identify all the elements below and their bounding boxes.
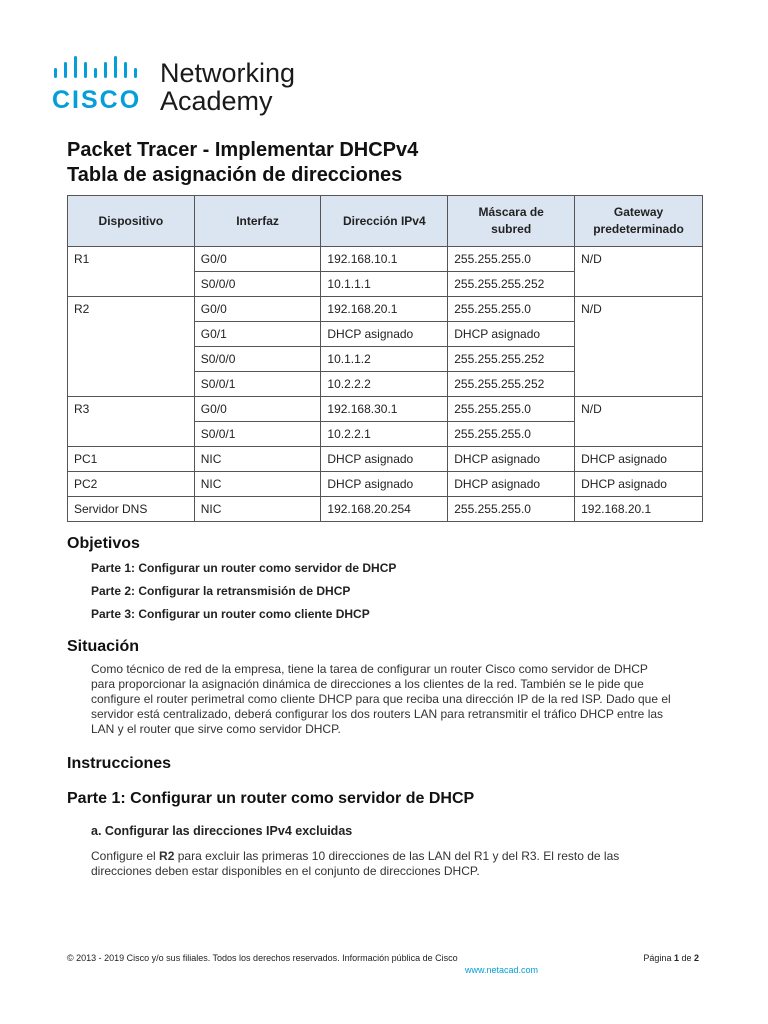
ip-cell: 192.168.20.1 xyxy=(321,297,448,322)
table-row xyxy=(68,472,703,497)
mask-cell: 255.255.255.252 xyxy=(448,347,575,372)
mask-cell: 255.255.255.0 xyxy=(448,422,575,447)
interface-cell: G0/0 xyxy=(194,397,321,422)
cisco-wordmark: CISCO xyxy=(52,86,142,114)
interface-cell: NIC xyxy=(194,497,321,522)
ip-cell: 10.1.1.1 xyxy=(321,272,448,297)
device-cell: PC2 xyxy=(68,472,195,497)
header-mask: Máscara de subred xyxy=(448,196,575,247)
cisco-bridge-icon xyxy=(52,56,152,82)
table-header-row xyxy=(68,196,703,247)
table-row xyxy=(68,397,703,422)
mask-cell: 255.255.255.252 xyxy=(448,272,575,297)
device-cell: R1 xyxy=(68,247,195,297)
page-number: Página 1 de 2 xyxy=(643,953,699,963)
mask-cell: 255.255.255.0 xyxy=(448,397,575,422)
gateway-cell: 192.168.20.1 xyxy=(575,497,703,522)
gateway-cell: DHCP asignado xyxy=(575,472,703,497)
device-cell: Servidor DNS xyxy=(68,497,195,522)
device-cell: R3 xyxy=(68,397,195,447)
interface-cell: G0/1 xyxy=(194,322,321,347)
table-row xyxy=(68,447,703,472)
ip-cell: DHCP asignado xyxy=(321,322,448,347)
gateway-cell: N/D xyxy=(575,297,703,397)
interface-cell: NIC xyxy=(194,472,321,497)
situacion-heading: Situación xyxy=(67,638,140,655)
interface-cell: S0/0/1 xyxy=(194,372,321,397)
cisco-networking-academy-logo xyxy=(52,56,312,118)
header-gateway: Gateway predeterminado xyxy=(575,196,703,247)
gateway-cell: DHCP asignado xyxy=(575,447,703,472)
mask-cell: DHCP asignado xyxy=(448,447,575,472)
mask-cell: 255.255.255.0 xyxy=(448,297,575,322)
header-interface: Interfaz xyxy=(194,196,321,247)
mask-cell: 255.255.255.0 xyxy=(448,247,575,272)
interface-cell: S0/0/0 xyxy=(194,272,321,297)
netacad-link[interactable]: www.netacad.com xyxy=(465,965,539,975)
header-ipv4: Dirección IPv4 xyxy=(321,196,448,247)
table-row xyxy=(68,497,703,522)
interface-cell: G0/0 xyxy=(194,297,321,322)
device-cell: R2 xyxy=(68,297,195,397)
ip-cell: 192.168.10.1 xyxy=(321,247,448,272)
ip-cell: DHCP asignado xyxy=(321,472,448,497)
brand-networking: Networking xyxy=(160,58,296,88)
objetivos-heading: Objetivos xyxy=(67,535,140,552)
part1-heading: Parte 1: Configurar un router como servidor de DHCP xyxy=(67,790,475,807)
header-device: Dispositivo xyxy=(68,196,195,247)
table-row xyxy=(68,297,703,322)
situacion-paragraph: Como técnico de red de la empresa, tiene la tarea de configurar un router Cisco como servidor de DHCP para proporcionar la asignación dinámica de direcciones a los clientes de la red. También se le pide que configure el router perimetral como cliente DHCP para que reciba una dirección IP de la red ISP. Dado que el servidor está centralizado, deberá configurar los dos routers LAN para retransmitir el tráfico DHCP entre las LAN y el router que sirve como servidor DHCP. xyxy=(91,662,671,736)
step-a-heading: a. Configurar las direcciones IPv4 excluidas xyxy=(91,824,353,838)
page-title xyxy=(67,138,418,188)
ip-cell: 10.2.2.1 xyxy=(321,422,448,447)
table-row xyxy=(68,247,703,272)
gateway-cell: N/D xyxy=(575,397,703,447)
instrucciones-heading: Instrucciones xyxy=(67,755,172,772)
interface-cell: S0/0/1 xyxy=(194,422,321,447)
objective-part-1: Parte 1: Configurar un router como servidor de DHCP xyxy=(91,561,397,575)
ip-cell: 10.1.1.2 xyxy=(321,347,448,372)
device-cell: PC1 xyxy=(68,447,195,472)
mask-cell: DHCP asignado xyxy=(448,472,575,497)
interface-cell: NIC xyxy=(194,447,321,472)
title-line-1: Packet Tracer - Implementar DHCPv4 xyxy=(67,139,419,161)
mask-cell: 255.255.255.0 xyxy=(448,497,575,522)
objective-part-2: Parte 2: Configurar la retransmisión de DHCP xyxy=(91,584,351,598)
objective-part-3: Parte 3: Configurar un router como cliente DHCP xyxy=(91,607,370,621)
interface-cell: S0/0/0 xyxy=(194,347,321,372)
copyright-text: © 2013 - 2019 Cisco y/o sus filiales. Todos los derechos reservados. Información pública de Cisco xyxy=(67,953,458,963)
brand-academy: Academy xyxy=(160,86,273,116)
mask-cell: DHCP asignado xyxy=(448,322,575,347)
mask-cell: 255.255.255.252 xyxy=(448,372,575,397)
gateway-cell: N/D xyxy=(575,247,703,297)
ip-cell: 10.2.2.2 xyxy=(321,372,448,397)
address-table xyxy=(67,195,703,522)
ip-cell: 192.168.20.254 xyxy=(321,497,448,522)
ip-cell: DHCP asignado xyxy=(321,447,448,472)
ip-cell: 192.168.30.1 xyxy=(321,397,448,422)
interface-cell: G0/0 xyxy=(194,247,321,272)
title-line-2: Tabla de asignación de direcciones xyxy=(67,164,403,186)
step-a-paragraph: Configure el R2 para excluir las primeras 10 direcciones de las LAN del R1 y del R3. El resto de las direcciones deben estar disponibles en el conjunto de direcciones DHCP. xyxy=(91,849,620,878)
